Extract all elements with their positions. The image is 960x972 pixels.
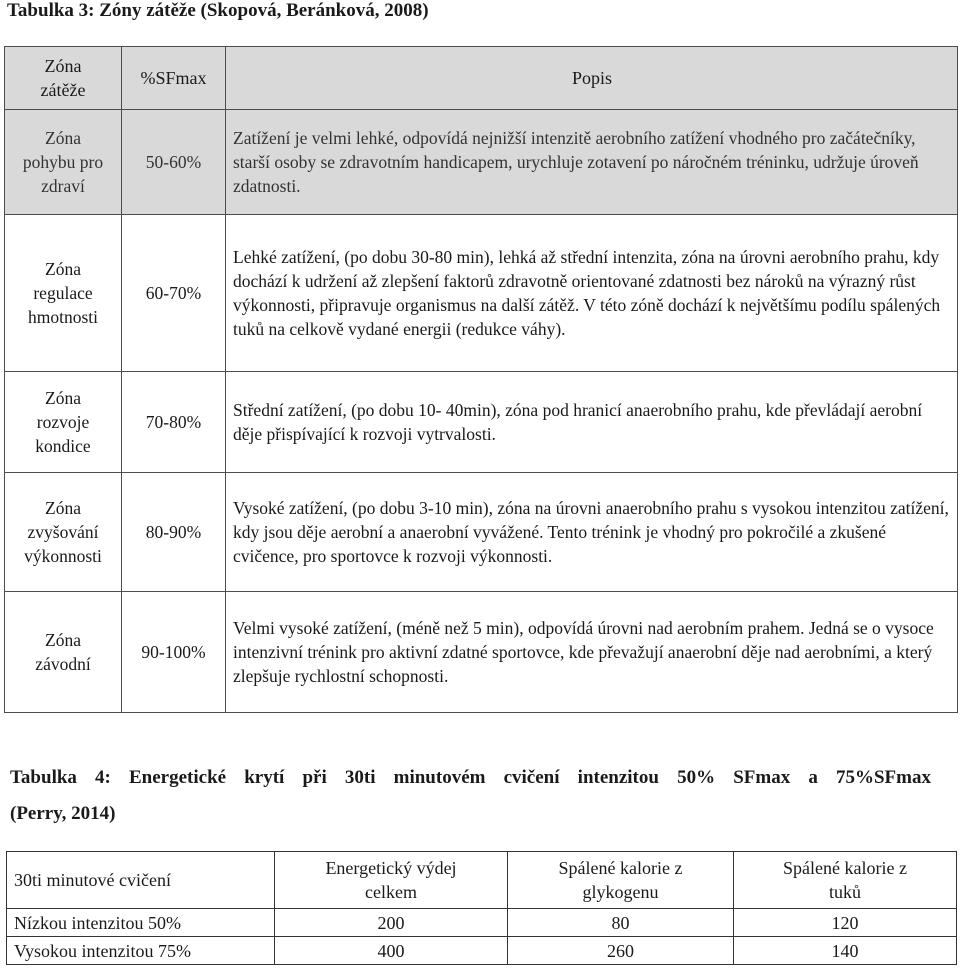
total-value: 200 (275, 909, 508, 937)
table-row (5, 110, 958, 215)
table4-caption-source: (Perry, 2014) (10, 803, 116, 824)
table-row (5, 473, 958, 592)
glycogen-value: 80 (508, 909, 734, 937)
zone-name: Zóna rozvoje kondice (5, 372, 122, 473)
header-zone: Zóna zátěže (5, 47, 122, 110)
zone-name: Zóna regulace hmotnosti (5, 215, 122, 372)
zone-description: Střední zatížení, (po dobu 10- 40min), zóna pod hranicí anaerobního prahu, kde převládají aerobní děje přispívající k rozvoji vytrvalosti. (226, 372, 958, 473)
header-fat: Spálené kalorie z tuků (734, 852, 957, 909)
row-label: Nízkou intenzitou 50% (7, 909, 275, 937)
header-glycogen: Spálené kalorie z glykogenu (508, 852, 734, 909)
table-row (5, 215, 958, 372)
total-value: 400 (275, 937, 508, 965)
zone-sfmax: 90-100% (122, 592, 226, 713)
energy-table (6, 851, 957, 965)
zone-description: Velmi vysoké zatížení, (méně než 5 min), odpovídá úrovni nad aerobním prahem. Jedná se o vysoce intenzivní trénink pro aktivní zdatné sportovce, kde převažují anaerobní děje nad aerobními, a který zlepšuje rychlostní schopnosti. (226, 592, 958, 713)
zone-name: Zóna závodní (5, 592, 122, 713)
header-exercise: 30ti minutové cvičení (7, 852, 275, 909)
zone-description: Zatížení je velmi lehké, odpovídá nejnižší intenzitě aerobního zatížení vhodného pro začátečníky, starší osoby se zdravotním handicapem, urychluje zotavení po náročném tréninku, udržuje úroveň zdatnosti. (226, 110, 958, 215)
fat-value: 140 (734, 937, 957, 965)
zone-sfmax: 60-70% (122, 215, 226, 372)
zone-description: Vysoké zatížení, (po dobu 3-10 min), zóna na úrovni anaerobního prahu s vysokou intenzitou zatížení, kdy jsou děje aerobní a anaerobní vyvážené. Tento trénink je vhodný pro pokročilé a zkušené cvičence, pro sportovce k rozvoji výkonnosti. (226, 473, 958, 592)
table-header-row (5, 47, 958, 110)
row-label: Vysokou intenzitou 75% (7, 937, 275, 965)
table-header-row (7, 852, 957, 909)
header-total: Energetický výdej celkem (275, 852, 508, 909)
header-description: Popis (226, 47, 958, 110)
zone-name: Zóna zvyšování výkonnosti (5, 473, 122, 592)
table-row (5, 372, 958, 473)
table-row (5, 592, 958, 713)
zone-description: Lehké zatížení, (po dobu 30-80 min), lehká až střední intenzita, zóna na úrovni aerobního prahu, kdy dochází k udržení až zlepšení faktorů zdravotně orientované zdatnosti bez nároků na výrazný růst výkonnosti, připravuje organismus na další zátěž. V této zóně dochází k největšímu podílu spálených tuků na celkově vydané energii (redukce váhy). (226, 215, 958, 372)
header-sfmax: %SFmax (122, 47, 226, 110)
table3-caption: Tabulka 3: Zóny zátěže (Skopová, Beránková, 2008) (7, 0, 429, 21)
zone-sfmax: 80-90% (122, 473, 226, 592)
zones-table (4, 46, 958, 713)
fat-value: 120 (734, 909, 957, 937)
table-row (7, 937, 957, 965)
zone-sfmax: 50-60% (122, 110, 226, 215)
zone-sfmax: 70-80% (122, 372, 226, 473)
table-row (7, 909, 957, 937)
zone-name: Zóna pohybu pro zdraví (5, 110, 122, 215)
table4-caption: Tabulka 4: Energetické krytí při 30ti minutovém cvičení intenzitou 50% SFmax a 75%SFmax (10, 767, 931, 788)
glycogen-value: 260 (508, 937, 734, 965)
